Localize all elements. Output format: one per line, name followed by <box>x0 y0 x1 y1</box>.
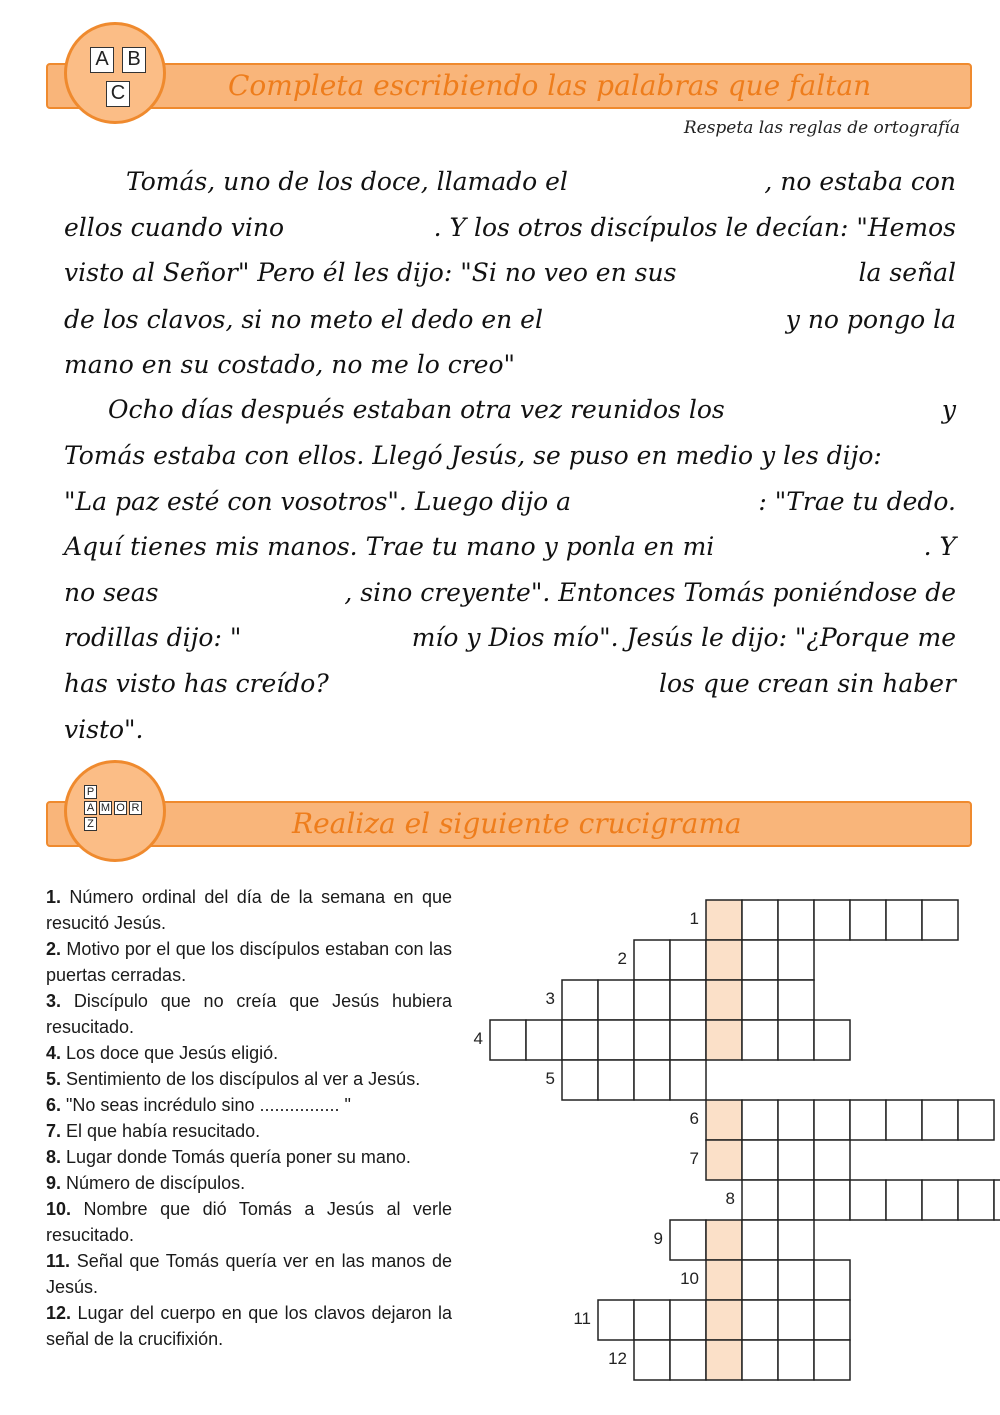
text-segment: de los clavos, si no meto el dedo en el <box>64 305 543 334</box>
crossword-cell-highlighted[interactable] <box>706 900 742 940</box>
crossword-cell[interactable] <box>886 900 922 940</box>
clue-number: 5. <box>46 1069 62 1089</box>
crossword-row-number: 5 <box>545 1069 555 1088</box>
crossword-cell[interactable] <box>670 940 706 980</box>
crossword-cell[interactable] <box>922 900 958 940</box>
crossword-cell[interactable] <box>742 1300 778 1340</box>
crossword-cell[interactable] <box>670 1220 706 1260</box>
crossword-cell[interactable] <box>634 940 670 980</box>
crossword-cell[interactable] <box>742 1260 778 1300</box>
badge-tile-m: M <box>100 802 111 814</box>
badge-tile-r: R <box>129 801 142 815</box>
crossword-cell[interactable] <box>490 1020 526 1060</box>
crossword-row-number: 11 <box>573 1309 591 1328</box>
crossword-cell[interactable] <box>814 900 850 940</box>
crossword-cell[interactable] <box>742 1020 778 1060</box>
crossword-cell[interactable] <box>778 1260 814 1300</box>
crossword-cell[interactable] <box>742 1100 778 1140</box>
crossword-cell[interactable] <box>670 1300 706 1340</box>
text-segment: visto". <box>64 715 144 744</box>
clue-number: 1. <box>46 887 62 907</box>
clue-number: 2. <box>46 939 62 959</box>
clue-text: Motivo por el que los discípulos estaban con las puertas cerradas. <box>46 939 452 985</box>
section2-title: Realiza el siguiente crucigrama <box>292 807 742 840</box>
clue-number: 12. <box>46 1303 72 1323</box>
text-segment: , no estaba con <box>764 167 956 196</box>
text-segment: y <box>941 395 956 424</box>
text-segment: . Y los otros discípulos le decían: "Hemos <box>433 213 956 242</box>
crossword-cell[interactable] <box>670 1020 706 1060</box>
text-segment: mano en su costado, no me lo creo" <box>64 350 516 379</box>
badge-tile-c: C <box>106 81 130 107</box>
crossword-row-number: 12 <box>608 1349 627 1368</box>
crossword-cell[interactable] <box>886 1100 922 1140</box>
crossword-cell[interactable] <box>994 1180 1000 1220</box>
clue-number: 10. <box>46 1199 72 1219</box>
clue-text: Los doce que Jesús eligió. <box>61 1043 279 1063</box>
crossword-cell[interactable] <box>742 1340 778 1380</box>
crossword-row-number: 7 <box>689 1149 699 1168</box>
crossword-cell[interactable] <box>562 980 598 1020</box>
crossword-cell[interactable] <box>886 1180 922 1220</box>
text-segment: visto al Señor" Pero él les dijo: "Si no veo en sus <box>64 258 677 287</box>
crossword-cell[interactable] <box>742 940 778 980</box>
crossword-cell-highlighted[interactable] <box>706 940 742 980</box>
crossword-cell-highlighted[interactable] <box>706 1260 742 1300</box>
crossword-cell[interactable] <box>778 940 814 980</box>
crossword-cell[interactable] <box>562 1060 598 1100</box>
crossword-cell[interactable] <box>742 1180 778 1220</box>
section1-subtitle: Respeta las reglas de ortografía <box>683 118 960 138</box>
crossword-cell[interactable] <box>850 1180 886 1220</box>
crossword-row-number: 1 <box>689 909 699 928</box>
clue-text: Señal que Tomás quería ver en las manos de Jesús. <box>46 1251 452 1297</box>
crossword-cell[interactable] <box>958 1180 994 1220</box>
crossword-cell[interactable] <box>742 900 778 940</box>
crossword-cell[interactable] <box>850 900 886 940</box>
crossword-cell[interactable] <box>814 1300 850 1340</box>
crossword-cell[interactable] <box>814 1260 850 1300</box>
crossword-row-number: 6 <box>689 1109 699 1128</box>
text-segment: los que crean sin haber <box>659 669 956 698</box>
crossword-row-number: 9 <box>653 1229 663 1248</box>
badge-tile-b: B <box>122 47 146 73</box>
text-segment: mío y Dios mío". Jesús le dijo: "¿Porque me <box>411 623 956 652</box>
crossword-row-number: 3 <box>545 989 555 1008</box>
text-segment: "La paz esté con vosotros". Luego dijo a <box>64 487 571 516</box>
crossword-cell[interactable] <box>778 1100 814 1140</box>
crossword-cell[interactable] <box>598 1020 634 1060</box>
crossword-cell[interactable] <box>742 1140 778 1180</box>
clue-text: El que había resucitado. <box>61 1121 261 1141</box>
text-segment: y no pongo la <box>785 305 956 334</box>
clue-text: Lugar del cuerpo en que los clavos dejaron la señal de la crucifixión. <box>46 1303 452 1349</box>
crossword-cell[interactable] <box>598 1300 634 1340</box>
crossword-cell[interactable] <box>778 1340 814 1380</box>
clue-number: 7. <box>46 1121 62 1141</box>
crossword-cell[interactable] <box>814 1180 850 1220</box>
crossword-cell-highlighted[interactable] <box>706 1140 742 1180</box>
crossword-cell[interactable] <box>598 980 634 1020</box>
crossword-cell[interactable] <box>562 1020 598 1060</box>
crossword-cell[interactable] <box>778 1300 814 1340</box>
clue-number: 8. <box>46 1147 62 1167</box>
crossword-cell-highlighted[interactable] <box>706 1100 742 1140</box>
clue-text: Sentimiento de los discípulos al ver a Jesús. <box>61 1069 421 1089</box>
text-segment: la señal <box>858 258 956 287</box>
crossword-cell[interactable] <box>634 1020 670 1060</box>
crossword-cell[interactable] <box>958 1100 994 1140</box>
crossword-cell[interactable] <box>742 980 778 1020</box>
crossword-cell[interactable] <box>634 1340 670 1380</box>
crossword-cell[interactable] <box>814 1340 850 1380</box>
clue-number: 11. <box>46 1251 71 1271</box>
crossword-cell[interactable] <box>670 980 706 1020</box>
clue-text: Discípulo que no creía que Jesús hubiera resucitado. <box>46 991 452 1037</box>
crossword-cell[interactable] <box>634 1060 670 1100</box>
badge-tile-o: O <box>114 801 127 815</box>
text-segment: . Y <box>923 532 956 561</box>
crossword-cell[interactable] <box>850 1100 886 1140</box>
crossword-row-number: 2 <box>617 949 627 968</box>
crossword-row-number: 8 <box>725 1189 735 1208</box>
text-segment: ellos cuando vino <box>64 213 284 242</box>
crossword-cell-highlighted[interactable] <box>706 1300 742 1340</box>
crossword-cell[interactable] <box>742 1220 778 1260</box>
clue-text: Lugar donde Tomás quería poner su mano. <box>61 1147 411 1167</box>
crossword-row-number: 10 <box>680 1269 699 1288</box>
crossword-cell[interactable] <box>634 1300 670 1340</box>
crossword-cell[interactable] <box>778 900 814 940</box>
clue-number: 4. <box>46 1043 62 1063</box>
crossword-cell[interactable] <box>814 1100 850 1140</box>
crossword-cell[interactable] <box>814 1140 850 1180</box>
crossword-cell[interactable] <box>814 1020 850 1060</box>
crossword-cell[interactable] <box>778 1020 814 1060</box>
crossword-cell-highlighted[interactable] <box>706 1340 742 1380</box>
crossword-cell[interactable] <box>922 1180 958 1220</box>
crossword-cell[interactable] <box>670 1340 706 1380</box>
text-segment: Tomás estaba con ellos. Llegó Jesús, se puso en medio y les dijo: <box>64 441 882 470</box>
text-segment: rodillas dijo: " <box>64 623 242 652</box>
crossword-row-number: 4 <box>473 1029 483 1048</box>
crossword-cell-highlighted[interactable] <box>706 980 742 1020</box>
clue-text: "No seas incrédulo sino ................ " <box>61 1095 351 1115</box>
text-segment: : "Trae tu dedo. <box>758 487 956 516</box>
crossword-cell[interactable] <box>922 1100 958 1140</box>
clue-text: Número ordinal del día de la semana en que resucitó Jesús. <box>46 887 452 933</box>
clue-number: 3. <box>46 991 62 1011</box>
crossword-cell-highlighted[interactable] <box>706 1220 742 1260</box>
badge-tile-p: P <box>84 785 97 799</box>
clue-number: 9. <box>46 1173 62 1193</box>
crossword-cell[interactable] <box>778 980 814 1020</box>
crossword-cell[interactable] <box>526 1020 562 1060</box>
section1-title: Completa escribiendo las palabras que faltan <box>228 69 872 102</box>
badge-tile-z: Z <box>84 817 97 831</box>
crossword-cell[interactable] <box>778 1140 814 1180</box>
clue-text: Número de discípulos. <box>61 1173 246 1193</box>
clue-number: 6. <box>46 1095 62 1115</box>
crossword-cell[interactable] <box>778 1180 814 1220</box>
text-segment: no seas <box>64 578 159 607</box>
crossword-cell[interactable] <box>670 1060 706 1100</box>
crossword-cell[interactable] <box>778 1220 814 1260</box>
clue-text: Nombre que dió Tomás a Jesús al verle resucitado. <box>46 1199 452 1245</box>
text-segment: Tomás, uno de los doce, llamado el <box>126 167 568 196</box>
badge-tile-a: A <box>90 47 114 73</box>
text-segment: Ocho días después estaban otra vez reunidos los <box>108 395 725 424</box>
badge-tile-a: A <box>84 801 97 815</box>
crossword-cell[interactable] <box>634 980 670 1020</box>
crossword-cell-highlighted[interactable] <box>706 1020 742 1060</box>
crossword-cell[interactable] <box>598 1060 634 1100</box>
text-segment: Aquí tienes mis manos. Trae tu mano y ponla en mi <box>64 532 715 561</box>
text-segment: , sino creyente". Entonces Tomás poniéndose de <box>344 578 956 607</box>
text-segment: has visto has creído? <box>64 669 329 698</box>
